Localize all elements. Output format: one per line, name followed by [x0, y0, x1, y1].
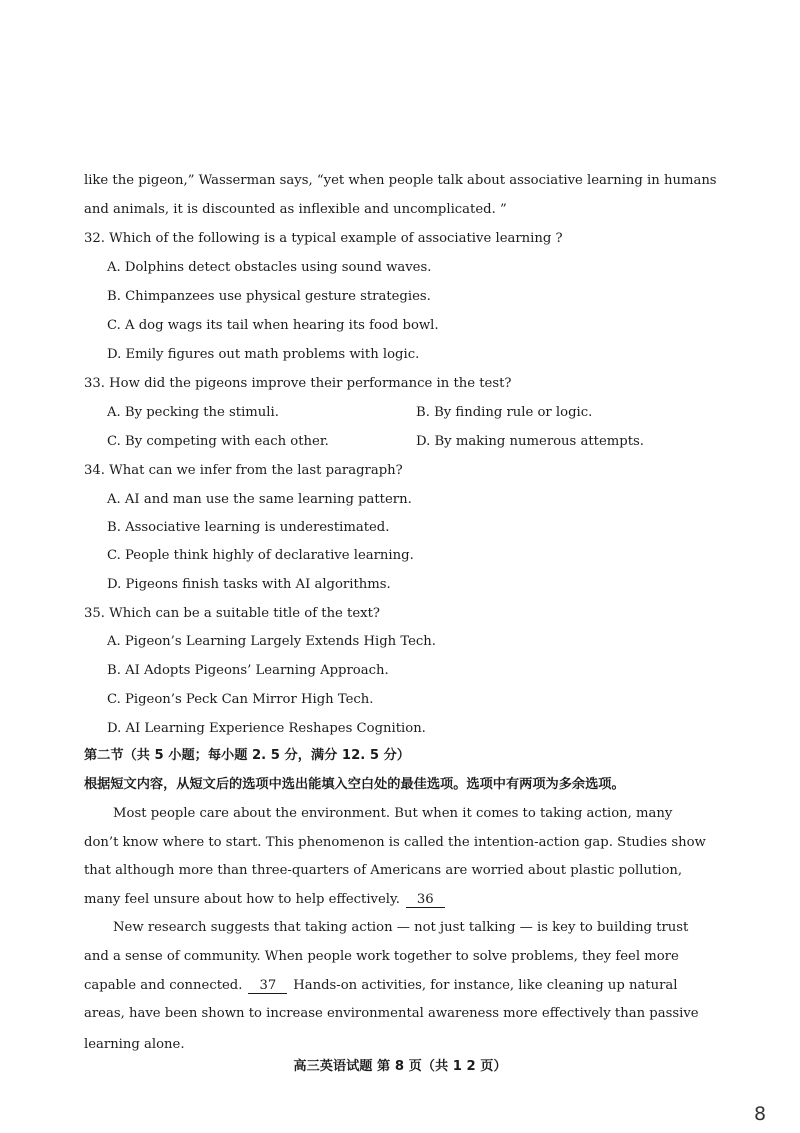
passage-line: like the pigeon,” Wasserman says, “yet when people talk about associative learning in humans	[84, 173, 717, 188]
question-33-option-b: B. By finding rule or logic.	[416, 405, 593, 420]
question-33-option-a: A. By pecking the stimuli.	[107, 405, 279, 420]
paragraph-2-line	[84, 977, 678, 995]
page-footer: 高三英语试题 第 8 页（共 1 2 页）	[293, 1059, 507, 1074]
paragraph-1-line: Most people care about the environment. But when it comes to taking action, many	[113, 806, 673, 821]
question-35-option-d: D. AI Learning Experience Reshapes Cognition.	[107, 721, 426, 736]
question-35-option-c: C. Pigeon’s Peck Can Mirror High Tech.	[107, 692, 374, 707]
question-35-stem: 35. Which can be a suitable title of the text?	[84, 606, 380, 621]
question-33-stem: 33. How did the pigeons improve their performance in the test?	[84, 376, 512, 391]
paragraph-1-line	[84, 891, 451, 909]
question-34-option-d: D. Pigeons finish tasks with AI algorithms.	[107, 577, 391, 592]
paragraph-1-line: that although more than three-quarters of Americans are worried about plastic pollution,	[84, 863, 683, 878]
question-32-option-a: A. Dolphins detect obstacles using sound waves.	[107, 260, 432, 275]
blank-37: 37	[248, 978, 287, 994]
section-heading: 第二节（共 5 小题；每小题 2. 5 分，满分 12. 5 分）	[84, 748, 410, 763]
question-32-option-b: B. Chimpanzees use physical gesture strategies.	[107, 289, 431, 304]
question-34-stem: 34. What can we infer from the last paragraph?	[84, 463, 403, 478]
paragraph-2-line: areas, have been shown to increase environmental awareness more effectively than passive	[84, 1006, 699, 1021]
passage-line: and animals, it is discounted as inflexible and uncomplicated. ”	[84, 202, 507, 217]
question-32-option-d: D. Emily figures out math problems with logic.	[107, 347, 420, 362]
question-32-option-c: C. A dog wags its tail when hearing its food bowl.	[107, 318, 439, 333]
question-35-option-b: B. AI Adopts Pigeons’ Learning Approach.	[107, 663, 389, 678]
paragraph-2-line: New research suggests that taking action — not just talking — is key to building trust	[113, 920, 689, 935]
question-34-option-b: B. Associative learning is underestimated.	[107, 520, 390, 535]
paragraph-1-text: many feel unsure about how to help effectively.	[84, 892, 400, 907]
page-number: 8	[754, 1103, 767, 1125]
paragraph-1-line: don’t know where to start. This phenomenon is called the intention-action gap. Studies show	[84, 835, 706, 850]
question-33-option-d: D. By making numerous attempts.	[416, 434, 644, 449]
question-34-option-a: A. AI and man use the same learning pattern.	[107, 492, 412, 507]
section-instruction: 根据短文内容，从短文后的选项中选出能填入空白处的最佳选项。选项中有两项为多余选项。	[84, 777, 625, 792]
question-32-stem: 32. Which of the following is a typical example of associative learning ?	[84, 231, 563, 246]
paragraph-2-text: Hands-on activities, for instance, like cleaning up natural	[293, 978, 678, 993]
blank-36: 36	[406, 892, 445, 908]
paragraph-2-text: capable and connected.	[84, 978, 243, 993]
question-34-option-c: C. People think highly of declarative learning.	[107, 548, 414, 563]
paragraph-2-line: and a sense of community. When people work together to solve problems, they feel more	[84, 949, 679, 964]
question-33-option-c: C. By competing with each other.	[107, 434, 329, 449]
paragraph-2-line: learning alone.	[84, 1037, 185, 1052]
question-35-option-a: A. Pigeon’s Learning Largely Extends High Tech.	[107, 634, 436, 649]
